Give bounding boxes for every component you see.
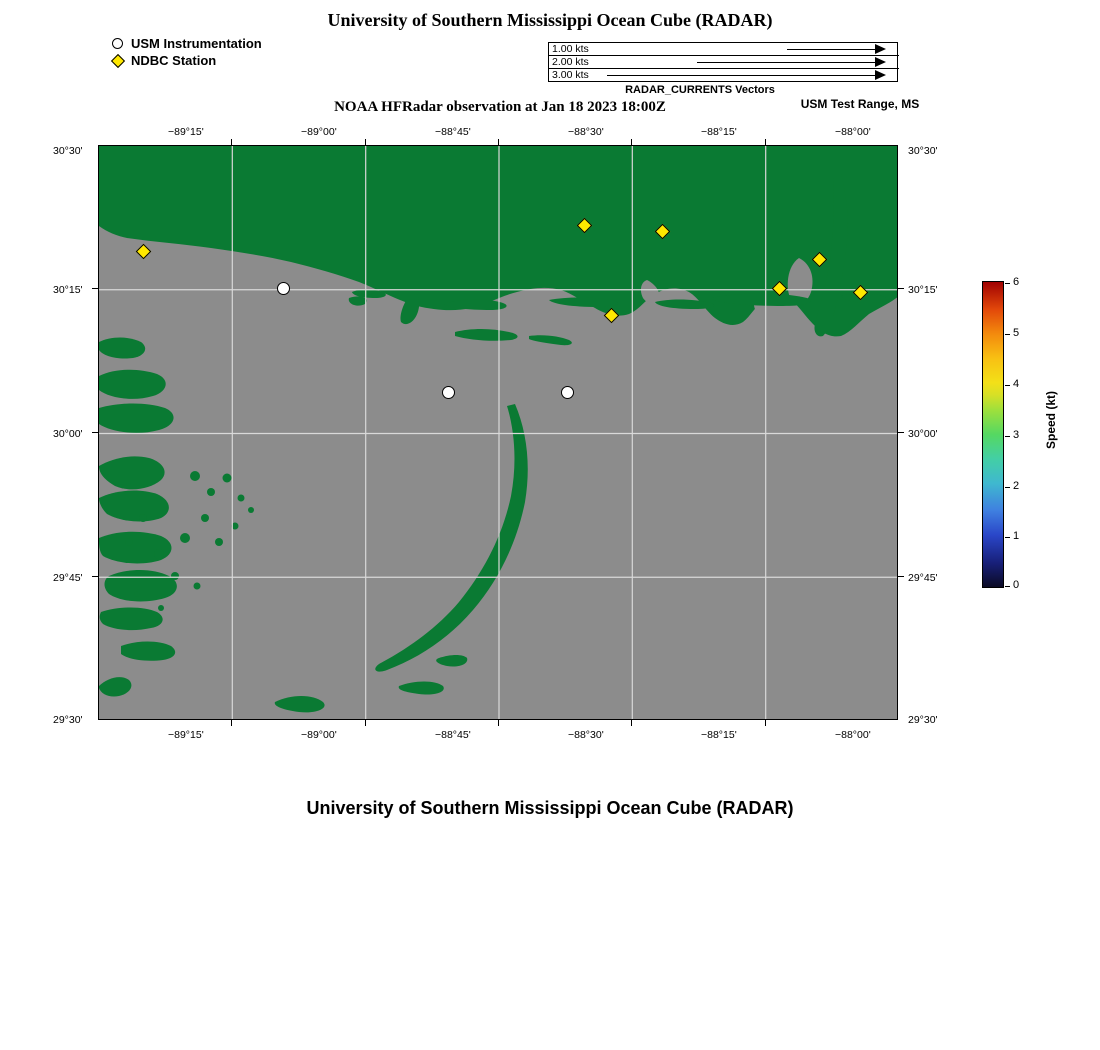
- circle-marker-icon: [110, 36, 128, 52]
- y-tick-right-2: 30°15': [908, 284, 938, 296]
- x-tick-mark-bottom-2: [365, 720, 366, 726]
- y-tick-mark-left-2: [92, 432, 98, 433]
- y-tick-left-1: 30°30': [53, 145, 83, 157]
- legend-label-ndbc: NDBC Station: [131, 53, 217, 68]
- y-tick-mark-right-3: [898, 576, 904, 577]
- legend-item-ndbc: [110, 53, 262, 69]
- ndbc-station-7[interactable]: [605, 309, 618, 322]
- x-tick-bottom-3: −88°45': [435, 729, 471, 741]
- colorbar-tick-0: 0: [1013, 579, 1020, 591]
- map-legend: [110, 36, 262, 70]
- vector-key-row-3: [549, 69, 899, 82]
- colorbar-tick-3: 3: [1013, 429, 1020, 441]
- ndbc-station-3[interactable]: [656, 225, 669, 238]
- y-tick-right-1: 30°30': [908, 145, 938, 157]
- x-tick-mark-bottom-4: [631, 720, 632, 726]
- y-tick-left-3: 30°00': [53, 428, 83, 440]
- x-tick-mark-top-5: [765, 139, 766, 145]
- page-title: University of Southern Mississippi Ocean Cube (RADAR): [327, 10, 773, 30]
- vector-key-row-2: [549, 56, 899, 69]
- x-tick-bottom-1: −89°15': [168, 729, 204, 741]
- x-tick-bottom-4: −88°30': [568, 729, 604, 741]
- x-tick-mark-bottom-3: [498, 720, 499, 726]
- ndbc-station-5[interactable]: [773, 282, 786, 295]
- bottom-title: University of Southern Mississippi Ocean Cube (RADAR): [306, 798, 794, 818]
- y-tick-mark-left-1: [92, 288, 98, 289]
- y-tick-right-4: 29°45': [908, 572, 938, 584]
- map-panel[interactable]: [98, 145, 898, 720]
- x-tick-top-6: −88°00': [835, 126, 871, 138]
- legend-item-usm: [110, 36, 262, 52]
- x-tick-mark-top-1: [231, 139, 232, 145]
- colorbar-tick-2: 2: [1013, 480, 1020, 492]
- colorbar-title: Speed (kt): [1044, 391, 1058, 450]
- colorbar-gradient: [982, 281, 1004, 588]
- ndbc-station-2[interactable]: [578, 219, 591, 232]
- colorbar-tick-1: 1: [1013, 530, 1020, 542]
- y-tick-mark-right-2: [898, 432, 904, 433]
- vector-key-row-1: [549, 43, 899, 56]
- x-tick-bottom-5: −88°15': [701, 729, 737, 741]
- colorbar-tick-5: 5: [1013, 327, 1020, 339]
- x-tick-mark-top-3: [498, 139, 499, 145]
- x-tick-top-5: −88°15': [701, 126, 737, 138]
- vector-scale-key: [548, 42, 898, 82]
- usm-instrument-3[interactable]: [561, 386, 574, 399]
- vector-key-label-3: 3.00 kts: [552, 69, 589, 81]
- usm-instrument-1[interactable]: [277, 282, 290, 295]
- y-tick-mark-left-3: [92, 576, 98, 577]
- y-tick-left-4: 29°45': [53, 572, 83, 584]
- map-graphic: [99, 146, 898, 720]
- vector-key-label-2: 2.00 kts: [552, 56, 589, 68]
- colorbar-tick-4: 4: [1013, 378, 1020, 390]
- observation-title: NOAA HFRadar observation at Jan 18 2023 18:00Z: [334, 99, 666, 115]
- usm-instrument-2[interactable]: [442, 386, 455, 399]
- x-tick-mark-top-2: [365, 139, 366, 145]
- y-tick-right-5: 29°30': [908, 714, 938, 726]
- x-tick-top-4: −88°30': [568, 126, 604, 138]
- y-tick-right-3: 30°00': [908, 428, 938, 440]
- y-tick-left-2: 30°15': [53, 284, 83, 296]
- y-tick-mark-right-1: [898, 288, 904, 289]
- ndbc-station-6[interactable]: [854, 286, 867, 299]
- x-tick-mark-bottom-1: [231, 720, 232, 726]
- x-tick-bottom-6: −88°00': [835, 729, 871, 741]
- ndbc-station-1[interactable]: [137, 245, 150, 258]
- diamond-marker-icon: [110, 53, 128, 69]
- x-tick-mark-top-4: [631, 139, 632, 145]
- x-tick-mark-bottom-5: [765, 720, 766, 726]
- x-tick-bottom-2: −89°00': [301, 729, 337, 741]
- ndbc-station-4[interactable]: [813, 253, 826, 266]
- vector-key-label-1: 1.00 kts: [552, 43, 589, 55]
- x-tick-top-1: −89°15': [168, 126, 204, 138]
- vector-key-caption: RADAR_CURRENTS Vectors: [625, 84, 775, 96]
- y-tick-left-5: 29°30': [53, 714, 83, 726]
- colorbar-tick-6: 6: [1013, 276, 1020, 288]
- x-tick-top-3: −88°45': [435, 126, 471, 138]
- x-tick-top-2: −89°00': [301, 126, 337, 138]
- range-label: USM Test Range, MS: [800, 97, 920, 111]
- legend-label-usm: USM Instrumentation: [131, 36, 262, 51]
